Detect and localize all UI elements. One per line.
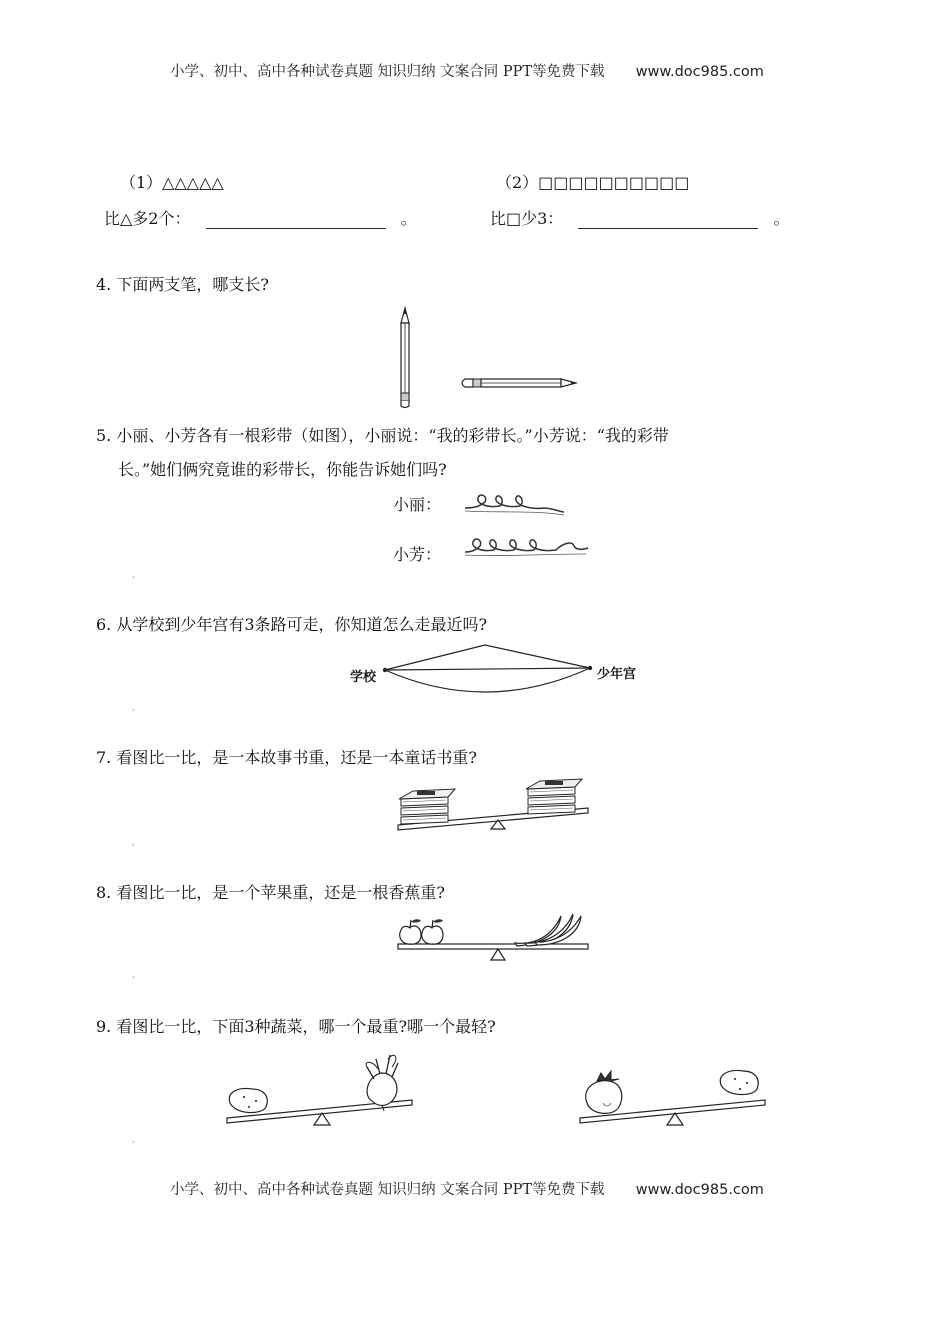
margin-mark: , xyxy=(132,570,135,580)
q8-text: 8. 看图比一比，是一个苹果重，还是一根香蕉重? xyxy=(96,883,445,902)
tomato-icon xyxy=(586,1071,622,1113)
book-stack-right-icon xyxy=(526,779,582,814)
footer-text: 小学、初中、高中各种试卷真题 知识归纳 文案合同 PPT等免费下载 xyxy=(170,1182,605,1198)
banana-icon xyxy=(515,914,581,946)
potato-icon xyxy=(720,1071,758,1095)
apple-icon xyxy=(400,919,443,944)
pencil-vertical-icon xyxy=(401,308,409,408)
q9-seesaw-left-figure xyxy=(222,1045,417,1130)
q7-text: 7. 看图比一比，是一本故事书重，还是一本童话书重? xyxy=(96,748,477,767)
q3-part1-label: （1）△△△△△ xyxy=(120,173,224,192)
seesaw-fulcrum xyxy=(491,949,505,960)
q5-line1: 5. 小丽、小芳各有一根彩带（如图），小丽说：“我的彩带长。”小芳说：“我的彩带 xyxy=(96,426,669,445)
q5-xiaoli-label: 小丽： xyxy=(393,495,442,514)
page-header xyxy=(170,60,764,81)
q5-line2: 长。”她们俩究竟谁的彩带长，你能告诉她们吗? xyxy=(118,460,447,479)
q4-pencils-figure xyxy=(395,305,595,415)
q3-part1-row xyxy=(104,206,417,229)
q4-text: 4. 下面两支笔，哪支长? xyxy=(96,275,269,294)
q3-part2-end: 。 xyxy=(773,209,790,228)
q6-youth-palace-label: 少年宫 xyxy=(597,667,637,682)
q6-routes-figure xyxy=(380,640,595,710)
route-arc xyxy=(385,668,590,692)
footer-site[interactable]: www.doc985.com xyxy=(635,1182,764,1198)
header-site[interactable]: www.doc985.com xyxy=(635,64,764,80)
q8-seesaw-figure xyxy=(393,908,598,968)
margin-mark: , xyxy=(132,703,135,713)
q3-part2-answer-blank[interactable] xyxy=(578,212,758,229)
book-stack-left-icon xyxy=(399,789,455,824)
q6-text: 6. 从学校到少年宫有3条路可走，你知道怎么走最近吗? xyxy=(96,615,488,634)
margin-mark: , xyxy=(132,1135,135,1145)
q7-seesaw-figure xyxy=(393,775,598,835)
q3-part1-end: 。 xyxy=(400,209,417,228)
q9-seesaw-right-figure xyxy=(575,1045,770,1130)
q3-part1-prompt: 比△多2个： xyxy=(104,209,191,228)
q3-part2-prompt: 比□少3： xyxy=(490,209,564,228)
q9-text: 9. 看图比一比，下面3种蔬菜，哪一个最重?哪一个最轻? xyxy=(96,1017,496,1036)
ribbon-xiaofang-icon xyxy=(465,539,588,552)
q6-school-label: 学校 xyxy=(350,670,377,685)
page-footer xyxy=(170,1178,764,1199)
margin-mark: , xyxy=(132,838,135,848)
header-text: 小学、初中、高中各种试卷真题 知识归纳 文案合同 PPT等免费下载 xyxy=(170,64,605,80)
margin-mark: , xyxy=(132,970,135,980)
seesaw-beam xyxy=(398,944,588,949)
route-straight xyxy=(385,668,590,670)
q3-part2-row xyxy=(490,206,790,229)
potato-icon xyxy=(229,1089,267,1113)
q3-part1-answer-blank[interactable] xyxy=(206,212,386,229)
ribbon-xiaoli-icon xyxy=(465,495,564,512)
q3-part2-label: （2）□□□□□□□□□□ xyxy=(496,173,690,192)
pencil-horizontal-icon xyxy=(462,379,577,387)
q5-xiaofang-label: 小芳： xyxy=(393,545,442,564)
route-top xyxy=(385,645,590,670)
q5-ribbons-figure xyxy=(460,488,590,568)
